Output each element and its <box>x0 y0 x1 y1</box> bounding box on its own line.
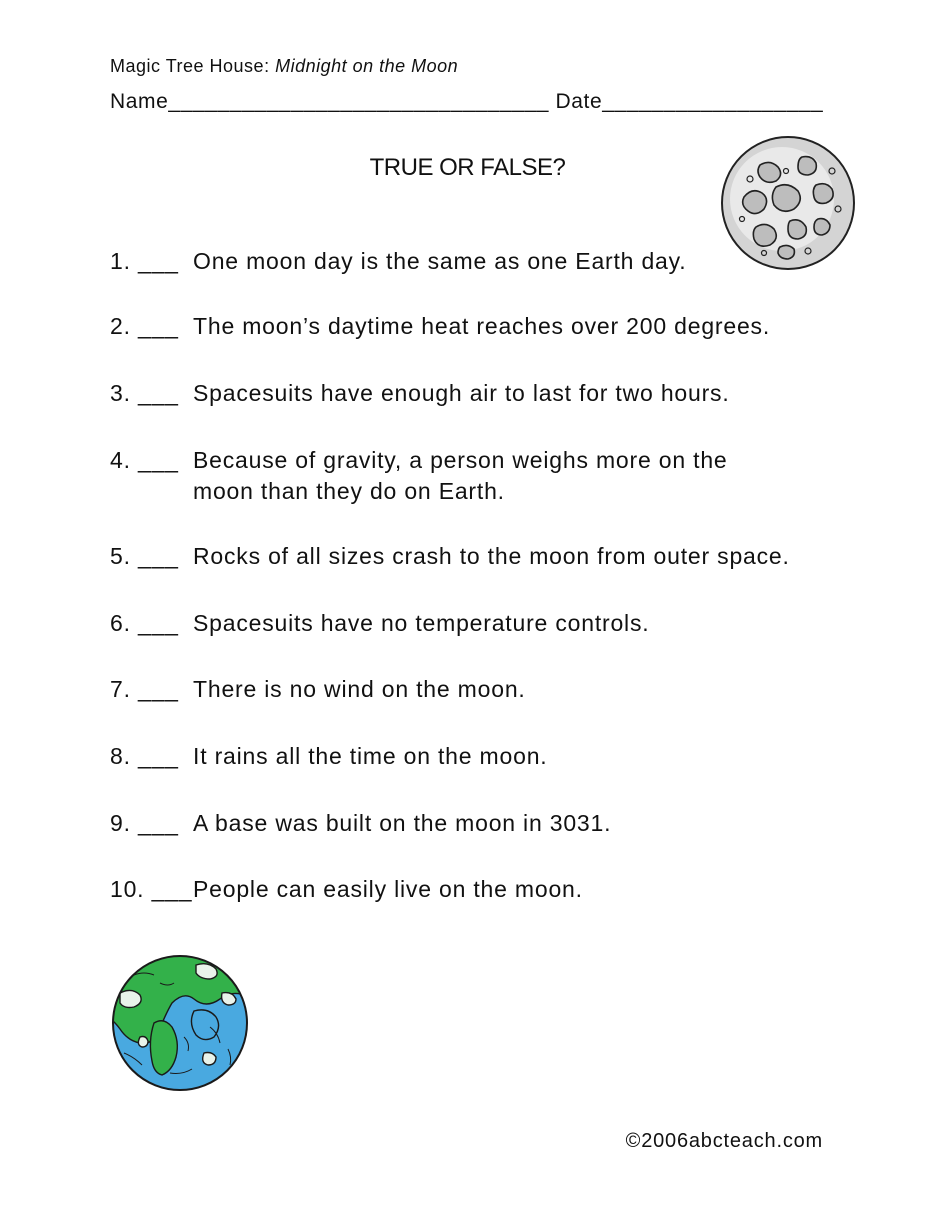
question-text-continued: moon than they do on Earth. <box>193 478 505 504</box>
question-number: 7. ___ <box>110 676 179 702</box>
question-text: People can easily live on the moon. <box>193 876 583 902</box>
name-date-line: Name_______________________________ Date__________________ <box>110 90 824 113</box>
page-title: TRUE OR FALSE? <box>369 154 566 181</box>
book-title: Midnight on the Moon <box>275 56 459 76</box>
question-text: One moon day is the same as one Earth day. <box>193 248 687 274</box>
question-number: 1. ___ <box>110 248 179 274</box>
earth-illustration-icon <box>110 953 250 1093</box>
question-text: Because of gravity, a person weighs more on the <box>193 447 728 473</box>
question-text: It rains all the time on the moon. <box>193 743 548 769</box>
question-number: 3. ___ <box>110 380 179 406</box>
moon-illustration-icon <box>720 135 856 271</box>
copyright-footer: ©2006abcteach.com <box>625 1130 823 1152</box>
question-text: Rocks of all sizes crash to the moon from outer space. <box>193 543 790 569</box>
question-text: Spacesuits have enough air to last for two hours. <box>193 380 730 406</box>
question-text: There is no wind on the moon. <box>193 676 526 702</box>
question-number: 4. ___ <box>110 447 179 473</box>
question-text: A base was built on the moon in 3031. <box>193 810 612 836</box>
question-text: Spacesuits have no temperature controls. <box>193 610 650 636</box>
series-title: Magic Tree House: <box>110 56 276 76</box>
question-text: The moon’s daytime heat reaches over 200 degrees. <box>193 313 771 339</box>
question-number: 10. ___ <box>110 876 193 902</box>
question-number: 9. ___ <box>110 810 179 836</box>
question-number: 6. ___ <box>110 610 179 636</box>
worksheet-header <box>110 56 458 77</box>
question-number: 8. ___ <box>110 743 179 769</box>
question-number: 2. ___ <box>110 313 179 339</box>
question-number: 5. ___ <box>110 543 179 569</box>
